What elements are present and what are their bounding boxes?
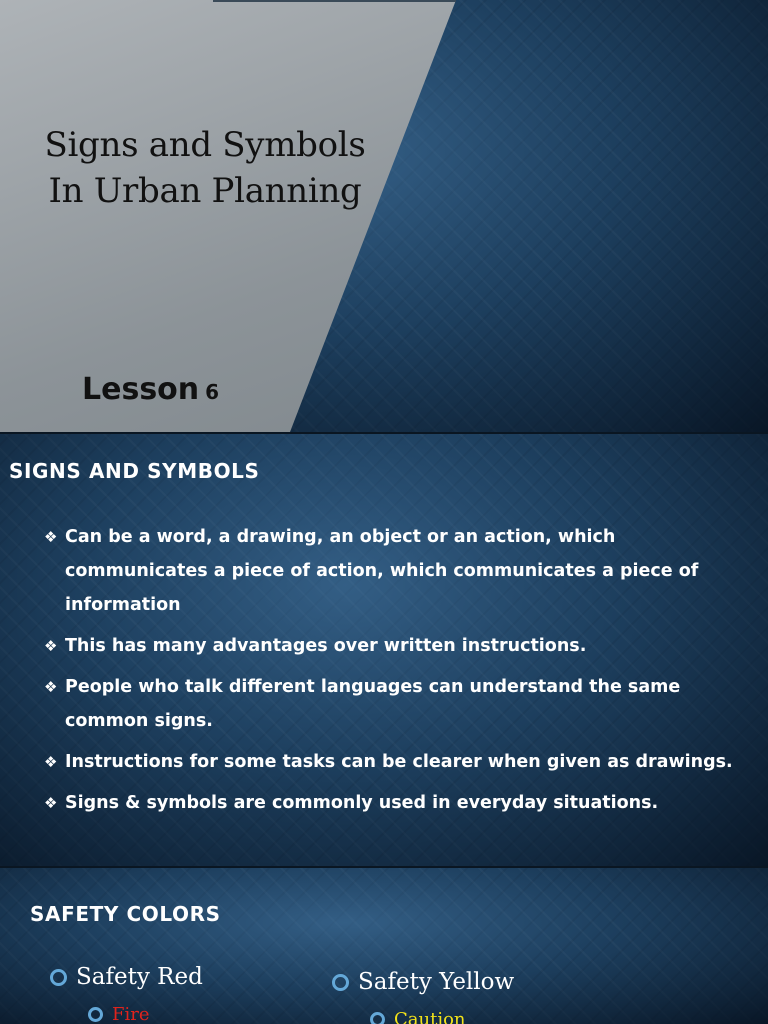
color-sub-label: Fire [112, 1004, 150, 1024]
diamond-bullet-icon: ❖ [44, 753, 58, 771]
color-sub-item [88, 1004, 150, 1024]
lesson-label [82, 372, 219, 407]
title-line-2: In Urban Planning [48, 171, 362, 211]
bullet-list [44, 520, 744, 827]
bullet-text: This has many advantages over written instructions. [65, 636, 587, 656]
bullet-item [44, 670, 744, 738]
ring-bullet-icon [332, 974, 349, 991]
bullet-item [44, 786, 744, 820]
color-sub-item [370, 1009, 466, 1024]
presentation-title [40, 122, 370, 214]
safety-yellow-group [332, 969, 515, 1024]
bullet-item [44, 629, 744, 663]
signs-and-symbols-slide [0, 434, 768, 866]
safety-colors-slide [0, 868, 768, 1024]
bullet-item [44, 520, 744, 622]
title-line-1: Signs and Symbols [44, 125, 366, 165]
color-sub-label: Caution [394, 1009, 466, 1024]
diamond-bullet-icon: ❖ [44, 794, 58, 812]
bullet-text: Instructions for some tasks can be clearer when given as drawings. [65, 752, 733, 772]
diamond-bullet-icon: ❖ [44, 637, 58, 655]
color-label: Safety Yellow [358, 969, 515, 995]
top-accent-bar [213, 0, 456, 2]
slide-heading: SIGNS AND SYMBOLS [9, 459, 260, 483]
bullet-item [44, 745, 744, 779]
safety-red-group [50, 964, 203, 1024]
ring-bullet-icon [50, 969, 67, 986]
bullet-text: Signs & symbols are commonly used in everyday situations. [65, 793, 659, 813]
lesson-number: 6 [205, 380, 220, 404]
title-slide [0, 0, 768, 432]
diamond-bullet-icon: ❖ [44, 528, 58, 546]
ring-bullet-icon [88, 1007, 103, 1022]
ring-bullet-icon [370, 1012, 385, 1024]
color-label: Safety Red [76, 964, 203, 990]
bullet-text: Can be a word, a drawing, an object or an action, which communicates a piece of action, which communicates a piece of information [65, 527, 699, 615]
diamond-bullet-icon: ❖ [44, 678, 58, 696]
bullet-text: People who talk different languages can understand the same common signs. [65, 677, 681, 731]
slide-heading: SAFETY COLORS [30, 902, 221, 926]
lesson-word: Lesson [82, 372, 200, 407]
